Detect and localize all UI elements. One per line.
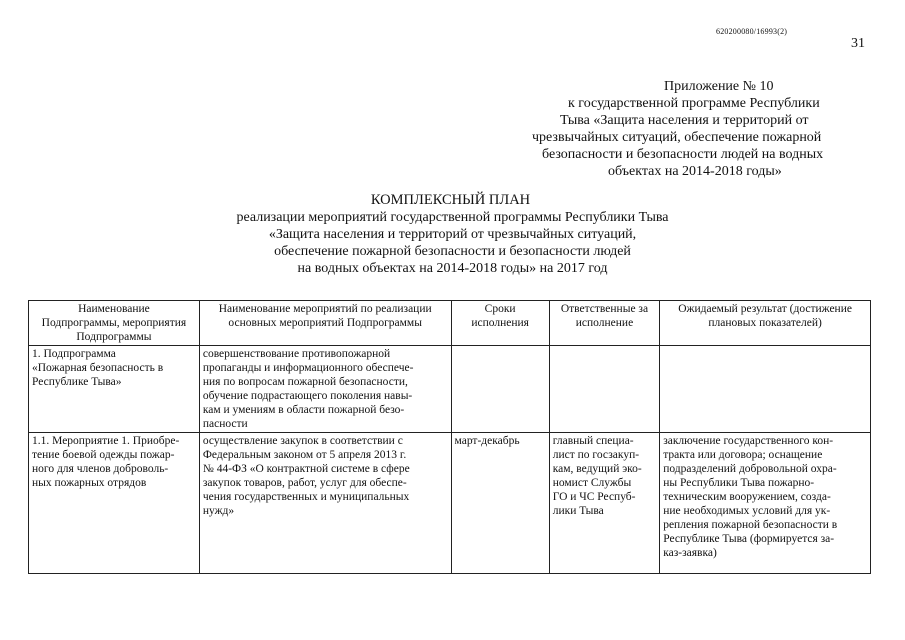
appendix-line: чрезвычайных ситуаций, обеспечение пожарной (532, 130, 822, 145)
cell-line: заключение государственного кон- (663, 435, 834, 447)
cell-line: пасности (202, 418, 248, 430)
cell-line: лист по госзакуп- (552, 449, 640, 461)
cell-line: ГО и ЧС Респуб- (552, 491, 636, 503)
cell-line: плановых показателей) (708, 317, 822, 329)
cell-line: тракта или договора; оснащение (663, 449, 823, 461)
cell-line: 1.1. Мероприятие 1. Приобре- (32, 435, 180, 447)
cell-line: номист Службы (552, 477, 632, 489)
cell-line: Федеральным законом от 5 апреля 2013 г. (202, 449, 407, 461)
cell-subprogram (29, 433, 200, 574)
cell-deadlines (451, 433, 549, 574)
cell-deadlines (451, 346, 549, 433)
cell-line: Сроки (484, 303, 516, 315)
cell-line: осуществление закупок в соответствии с (202, 435, 403, 447)
cell-subprogram (29, 346, 200, 433)
cell-line: пропаганды и информационного обеспече- (202, 362, 414, 374)
cell-line: март-декабрь (454, 435, 520, 447)
cell-line: кам и умениям в области пожарной безо- (202, 404, 405, 416)
header-subprogram (29, 301, 200, 346)
cell-line: чения государственных и муниципальных (202, 491, 410, 503)
cell-line: исполнения (471, 317, 529, 329)
appendix-block (520, 78, 880, 180)
cell-line: ние необходимых условий для ук- (663, 505, 831, 517)
cell-responsible (549, 433, 659, 574)
cell-line: техническим вооружением, созда- (663, 491, 831, 503)
header-responsible (549, 301, 659, 346)
cell-line: исполнение (575, 317, 634, 329)
cell-line: основных мероприятий Подпрограммы (228, 317, 422, 329)
cell-activities (199, 346, 451, 433)
cell-line: Наименование (78, 303, 150, 315)
cell-line: ных пожарных отрядов (32, 477, 147, 489)
cell-line: обучение подрастающего поколения навы- (202, 390, 413, 402)
cell-line: совершенствование противопожарной (202, 348, 391, 360)
cell-line: ния по вопросам пожарной безопасности, (202, 376, 408, 388)
cell-line: главный специа- (552, 435, 634, 447)
table-row (29, 433, 871, 574)
plan-subtitle-line: обеспечение пожарной безопасности и безопасности людей (274, 244, 631, 259)
plan-subtitle-line: реализации мероприятий государственной программы Республики Тыва (236, 210, 669, 225)
appendix-line: Приложение № 10 (664, 79, 774, 94)
cell-line: «Пожарная безопасность в (32, 362, 164, 374)
cell-line: кам, ведущий эко- (552, 463, 642, 475)
plan-heading (0, 192, 905, 277)
cell-line: каз-заявка) (663, 547, 717, 559)
cell-activities (199, 433, 451, 574)
cell-line: Наименование мероприятий по реализации (218, 303, 432, 315)
appendix-line: безопасности и безопасности людей на водных (542, 147, 824, 162)
header-deadlines (451, 301, 549, 346)
cell-line: закупок товаров, работ, услуг для обеспе- (202, 477, 407, 489)
plan-subtitle-line: «Защита населения и территорий от чрезвычайных ситуаций, (268, 227, 637, 242)
cell-line: ного для членов доброволь- (32, 463, 169, 475)
cell-expected-result (660, 346, 871, 433)
cell-line: Республике Тыва (формируется за- (663, 533, 835, 545)
plan-table (28, 300, 871, 574)
cell-line: ны Республики Тыва пожарно- (663, 477, 815, 489)
cell-line: 1. Подпрограмма (32, 348, 116, 360)
cell-line: Ответственные за (560, 303, 649, 315)
cell-line: Подпрограммы, мероприятия (41, 317, 187, 329)
plan-title: КОМПЛЕКСНЫЙ ПЛАН (370, 192, 531, 208)
cell-line: Подпрограммы (76, 331, 152, 343)
cell-expected-result (660, 433, 871, 574)
cell-line: тение боевой одежды пожар- (32, 449, 175, 461)
cell-line: лики Тыва (552, 505, 604, 517)
cell-line: подразделений добровольной охра- (663, 463, 837, 475)
table-header-row (29, 301, 871, 346)
cell-line: нужд» (202, 505, 235, 517)
header-activities (199, 301, 451, 346)
page-number: 31 (851, 36, 865, 51)
appendix-line: Тыва «Защита населения и территорий от (560, 113, 809, 128)
table-row (29, 346, 871, 433)
cell-line: репления пожарной безопасности в (663, 519, 838, 531)
document-id: 620200080/16993(2) (716, 27, 788, 36)
cell-line: № 44-ФЗ «О контрактной системе в сфере (202, 463, 410, 475)
cell-responsible (549, 346, 659, 433)
cell-line: Республике Тыва» (32, 376, 122, 388)
cell-line: Ожидаемый результат (достижение (678, 303, 852, 315)
appendix-line: к государственной программе Республики (568, 96, 820, 111)
appendix-line: объектах на 2014-2018 годы» (608, 164, 782, 179)
plan-subtitle-line: на водных объектах на 2014-2018 годы» на 2017 год (297, 261, 608, 276)
header-expected-result (660, 301, 871, 346)
